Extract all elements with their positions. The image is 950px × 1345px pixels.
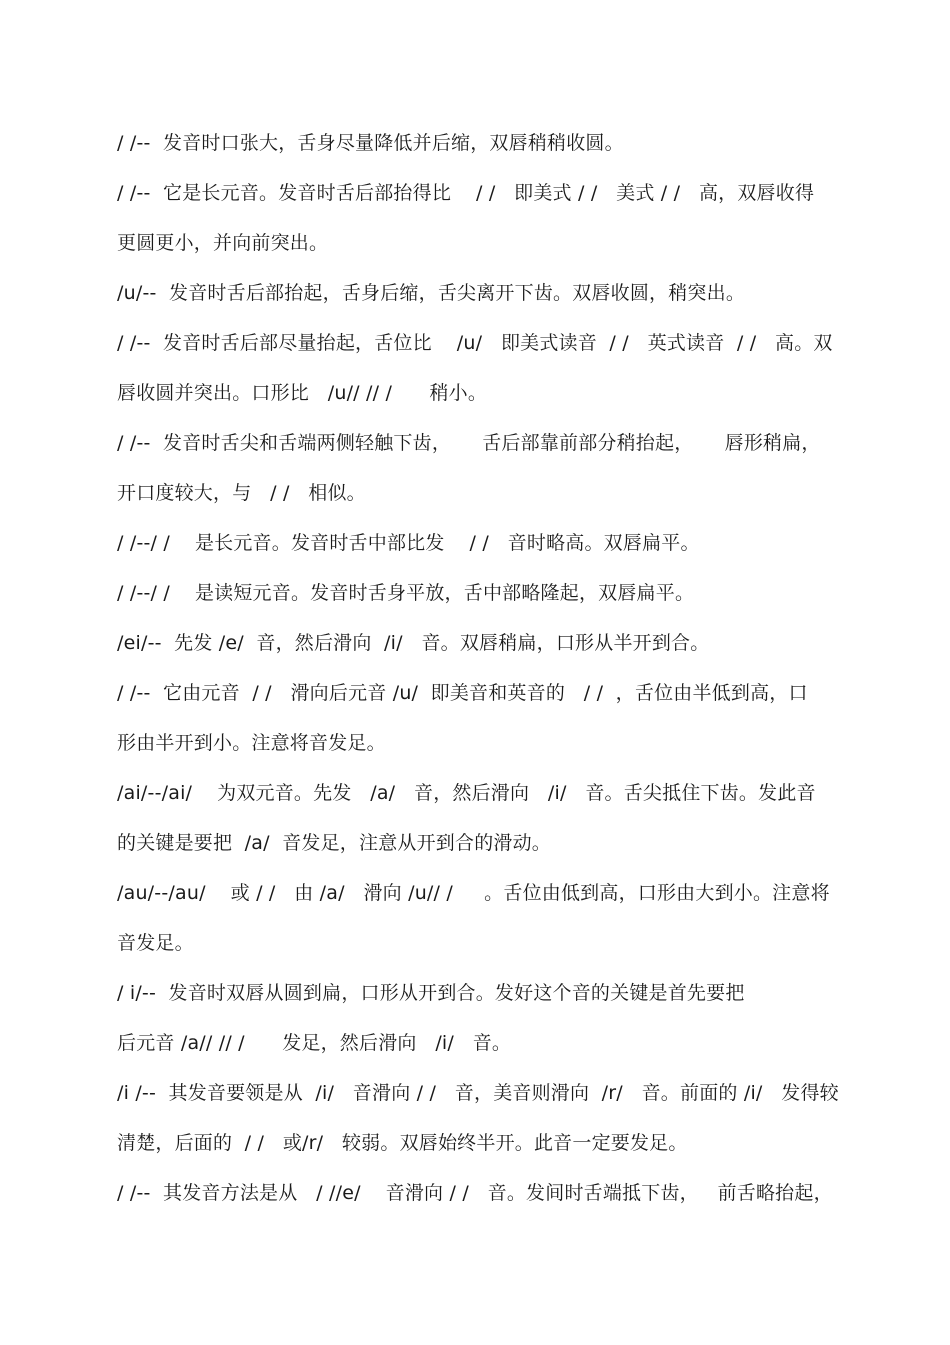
text-line: 的关键是要把 /a/ 音发足，注意从开到合的滑动。	[117, 832, 552, 854]
text-line: /ai/--/ai/ 为双元音。先发 /a/ 音，然后滑向 /i/ 音。舌尖抵住下齿。发此音	[117, 782, 816, 804]
text-line: /ei/-- 先发 /e/ 音，然后滑向 /i/ 音。双唇稍扁，口形从半开到合。	[117, 632, 710, 654]
text-line: / /-- 它是长元音。发音时舌后部抬得比 / / 即美式 / / 美式 / / 高，双唇收得	[117, 182, 815, 204]
text-line: /u/-- 发音时舌后部抬起，舌身后缩，舌尖离开下齿。双唇收圆，稍突出。	[117, 282, 746, 304]
text-line: 音发足。	[117, 932, 194, 954]
document-body	[117, 121, 837, 1221]
text-line: / /-- 发音时口张大，舌身尽量降低并后缩，双唇稍稍收圆。	[117, 132, 624, 154]
text-line: 后元音 /a// // / 发足，然后滑向 /i/ 音。	[117, 1032, 512, 1054]
text-line: / /--/ / 是读短元音。发音时舌身平放，舌中部略隆起，双唇扁平。	[117, 582, 695, 604]
text-line: / /-- 发音时舌后部尽量抬起，舌位比 /u/ 即美式读音 / / 英式读音 / / 高。双	[117, 332, 833, 354]
text-line: / /-- 发音时舌尖和舌端两侧轻触下齿， 舌后部靠前部分稍抬起， 唇形稍扁，	[117, 432, 821, 454]
text-line: 形由半开到小。注意将音发足。	[117, 732, 386, 754]
text-line: / i/-- 发音时双唇从圆到扁，口形从开到合。发好这个音的关键是首先要把	[117, 982, 745, 1004]
text-line: 开口度较大，与 / / 相似。	[117, 482, 366, 504]
text-line: / /-- 其发音方法是从 / //e/ 音滑向 / / 音。发间时舌端抵下齿， 前舌略抬起，	[117, 1182, 833, 1204]
text-line: 更圆更小，并向前突出。	[117, 232, 329, 254]
text-line: 唇收圆并突出。口形比 /u// // / 稍小。	[117, 382, 488, 404]
text-line: 清楚，后面的 / / 或/r/ 较弱。双唇始终半开。此音一定要发足。	[117, 1132, 688, 1154]
text-line: /au/--/au/ 或 / / 由 /a/ 滑向 /u// / 。舌位由低到高，口形由大到小。注意将	[117, 882, 830, 904]
text-line: / /--/ / 是长元音。发音时舌中部比发 / / 音时略高。双唇扁平。	[117, 532, 700, 554]
text-line: / /-- 它由元音 / / 滑向后元音 /u/ 即美音和英音的 / / ，舌位由半低到高，口	[117, 682, 808, 704]
text-line: /i /-- 其发音要领是从 /i/ 音滑向 / / 音，美音则滑向 /r/ 音。前面的 /i/ 发得较	[117, 1082, 839, 1104]
